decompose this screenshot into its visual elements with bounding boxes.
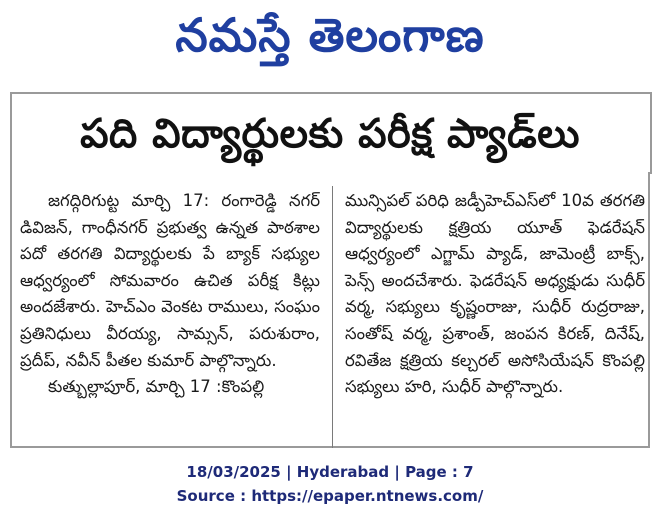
article-paragraph: జగద్గిరిగుట్ట మార్చి 17: రంగారెడ్డి నగర్ డివిజన్, గాంధీనగర్ ప్రభుత్వ ఉన్నత పాఠశాల పదో తరగతి విద్యార్థులకు పే బ్యాక్ సభ్యుల ఆధ్వర్యంలో సోమవారం ఉచిత పరీక్ష కిట్లు అందజేశారు. హెచ్‌ఎం వెంకట రాములు, సంఘం ప్రతినిధులు వీరయ్య, సామ్సన్, పరుశురాం, ప్రదీప్, నవీన్ పీతల కుమార్ పాల్గొన్నారు.	[20, 191, 320, 370]
article-column-right	[345, 188, 645, 401]
article-column-left	[20, 188, 320, 401]
article-headline: పది విద్యార్థులకు పరీక్ష ప్యాడ్‌లు	[80, 111, 580, 157]
column-divider	[332, 186, 333, 448]
newspaper-masthead: నమస్తే తెలంగాణ	[175, 8, 485, 62]
article-paragraph: మున్సిపల్ పరిధి జడ్పీహెచ్‌ఎస్‌లో 10వ తరగతి విద్యార్థులకు క్షత్రియ యూత్ ఫెడరేషన్ ఆధ్వర్యంలో ఎగ్జామ్ ప్యాడ్, జామెంట్రీ బాక్స్, పెన్స్ అందచేశారు. ఫెడరేషన్ అధ్యక్షుడు సుధీర్ వర్మ, సభ్యులు కృష్ణంరాజు, సుధీర్ రుద్రరాజు, సంతోష్ వర్మ, ప్రశాంత్, జంపన కిరణ్, దినేష్, రవితేజ క్షత్రియ కల్చరల్ అసోసియేషన్ కొంపల్లి సభ్యులు హరి, సుధీర్ పాల్గొన్నారు.	[345, 191, 645, 397]
article-paragraph: కుత్బుల్లాపూర్, మార్చి 17 :కొంపల్లి	[48, 377, 265, 397]
frame-left-border	[10, 172, 12, 448]
footer-date-edition: 18/03/2025 | Hyderabad | Page : 7	[186, 463, 474, 481]
frame-bottom-border	[10, 446, 650, 448]
footer-source: Source : https://epaper.ntnews.com/	[176, 487, 484, 505]
frame-right-border	[648, 172, 650, 448]
